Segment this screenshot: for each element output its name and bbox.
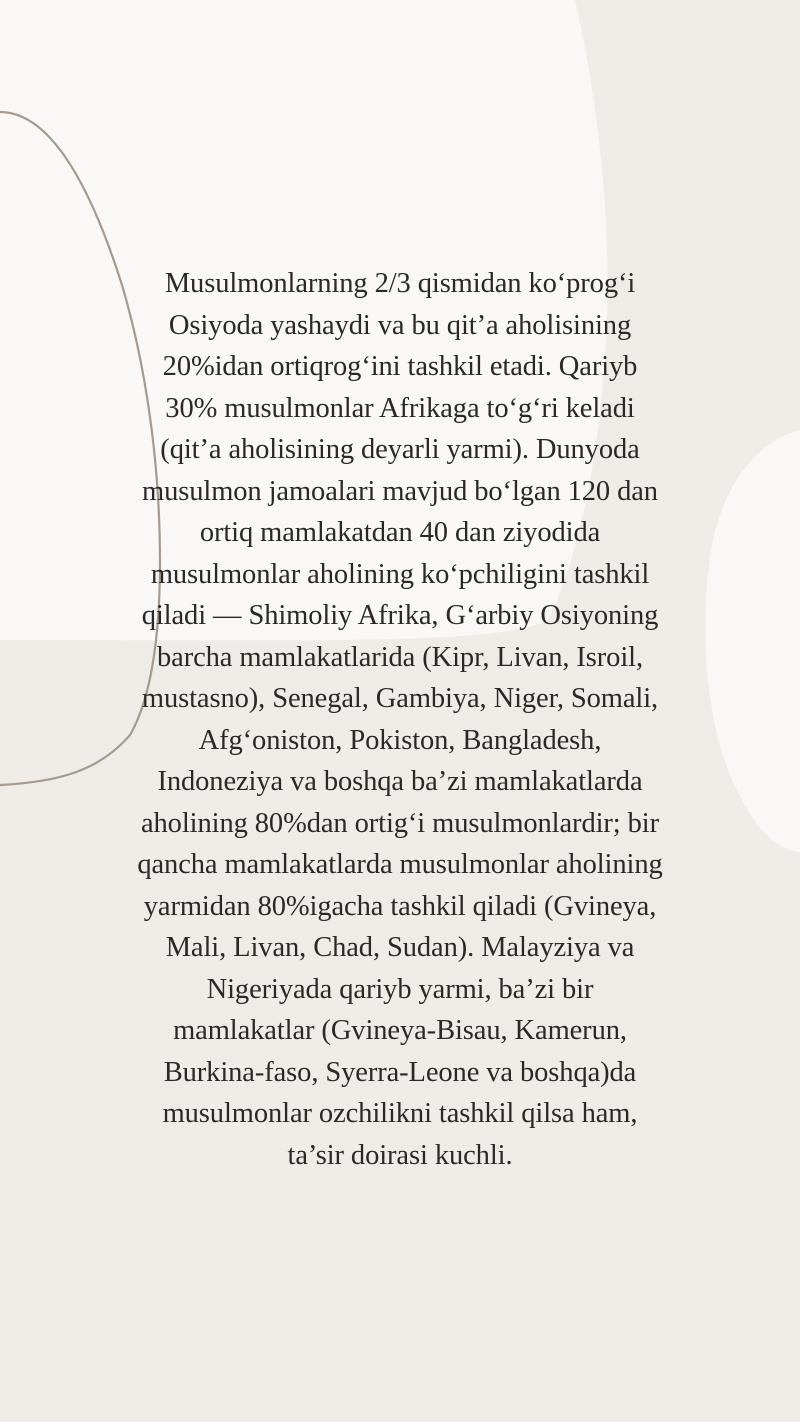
story-line: Musulmonlarning 2/3 qismidan koʻprogʻi bbox=[164, 268, 636, 299]
story-line: ortiq mamlakatdan 40 dan ziyodida bbox=[199, 517, 601, 548]
story-line: musulmon jamoalari mavjud boʻlgan 120 dan bbox=[142, 475, 658, 507]
story-line: qiladi — Shimoliy Afrika, Gʻarbiy Osiyoning bbox=[141, 600, 659, 631]
story-line: Mali, Livan, Chad, Sudan). Malayziya va bbox=[165, 932, 635, 963]
story-text bbox=[130, 263, 670, 1176]
story-line: musulmonlar aholining koʻpchiligini tashkil bbox=[150, 558, 650, 590]
story-line: barcha mamlakatlarida (Kipr, Livan, Isroil, bbox=[157, 641, 643, 673]
story-line: (qit’a aholisining deyarli yarmi). Dunyoda bbox=[160, 434, 640, 465]
story-line: mamlakatlar (Gvineya-Bisau, Kamerun, bbox=[173, 1015, 627, 1046]
story-line: qancha mamlakatlarda musulmonlar aholining bbox=[137, 849, 663, 880]
story-line: Burkina-faso, Syerra-Leone va boshqa)da bbox=[163, 1056, 637, 1088]
story-line: Indoneziya va boshqa ba’zi mamlakatlarda bbox=[157, 766, 643, 797]
story-line: aholining 80%dan ortigʻi musulmonlardir; bir bbox=[140, 807, 660, 839]
story-line: ta’sir doirasi kuchli. bbox=[287, 1139, 513, 1171]
story-line: Osiyoda yashaydi va bu qit’a aholisining bbox=[168, 309, 632, 341]
story-line: 30% musulmonlar Afrikaga toʻgʻri keladi bbox=[165, 392, 635, 424]
story-line: Afgʻoniston, Pokiston, Bangladesh, bbox=[198, 724, 602, 756]
story-line: Nigeriyada qariyb yarmi, ba’zi bir bbox=[206, 973, 594, 1005]
story-line: 20%idan ortiqrogʻini tashkil etadi. Qariyb bbox=[162, 351, 638, 382]
story-line: musulmonlar ozchilikni tashkil qilsa ham, bbox=[162, 1098, 638, 1129]
story-line: yarmidan 80%igacha tashkil qiladi (Gvineya, bbox=[143, 890, 657, 922]
story-line: mustasno), Senegal, Gambiya, Niger, Somali, bbox=[141, 683, 659, 714]
